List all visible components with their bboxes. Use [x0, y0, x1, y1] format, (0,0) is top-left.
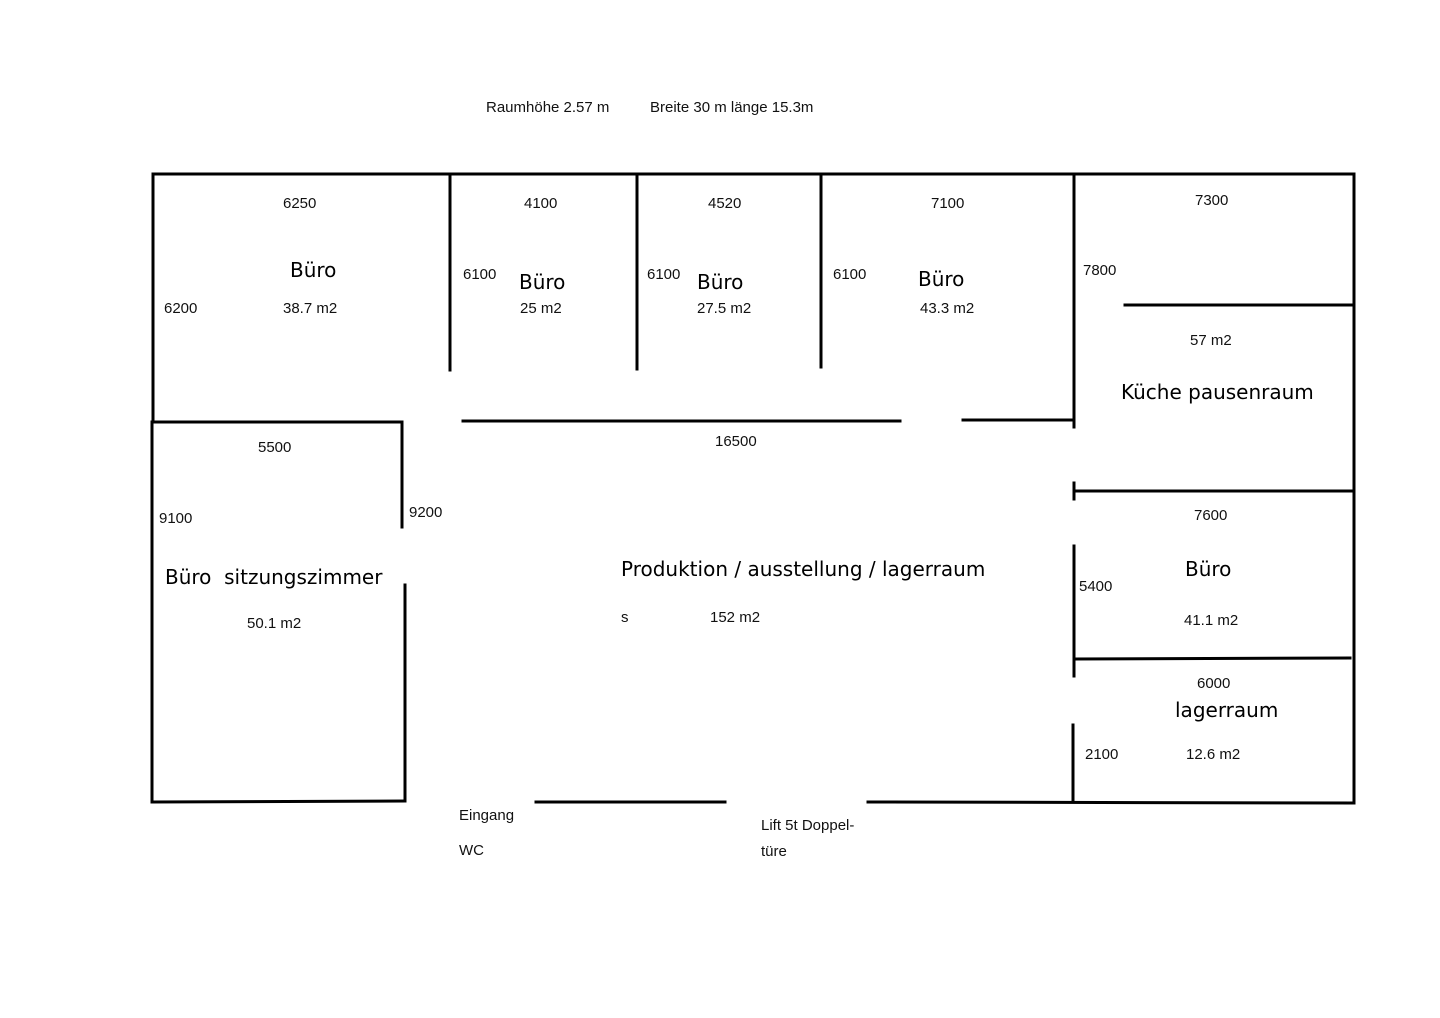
room-area-label: 50.1 m2 [247, 615, 302, 632]
room-production [621, 433, 985, 626]
room-depth-label: 6100 [833, 266, 867, 283]
room-office-3 [647, 195, 751, 317]
room-storage [1085, 675, 1278, 763]
room-name-label: lagerraum [1175, 698, 1279, 722]
building-dimensions-label: Breite 30 m länge 15.3m [650, 99, 814, 116]
room-area-label: 12.6 m2 [1186, 746, 1241, 763]
room-area-label: 43.3 m2 [920, 300, 975, 317]
room-area-label: 152 m2 [710, 609, 761, 626]
office-right-bottom-wall [1074, 658, 1350, 659]
wc-label: WC [459, 842, 484, 859]
room-area-label: 27.5 m2 [697, 300, 752, 317]
room-width-label: 4100 [524, 195, 558, 212]
room-name-label: Büro [519, 270, 566, 294]
outer-wall-bottom-right [868, 802, 1354, 803]
room-conference [159, 439, 442, 632]
room-office-4 [833, 195, 974, 317]
lift-label-line1: Lift 5t Doppel- [761, 817, 855, 834]
room-name-label: Küche pausenraum [1121, 380, 1314, 404]
room-depth-label: 5400 [1079, 578, 1113, 595]
room-office-1 [164, 195, 337, 317]
room-area-label: 41.1 m2 [1184, 612, 1239, 629]
room-width-label: 6000 [1197, 675, 1231, 692]
conference-room-bottom [152, 801, 405, 802]
room-depth-label: 7800 [1083, 262, 1117, 279]
room-name-label: Büro [1185, 557, 1232, 581]
room-area-label: 25 m2 [520, 300, 562, 317]
room-depth-label: 6100 [647, 266, 681, 283]
room-marker-label: s [621, 609, 629, 626]
room-area-label: 38.7 m2 [283, 300, 338, 317]
room-name-label: Produktion / ausstellung / lagerraum [621, 557, 986, 581]
room-office-2 [463, 195, 565, 317]
openings [459, 807, 854, 860]
room-width-label: 7600 [1194, 507, 1228, 524]
room-width-label: 4520 [708, 195, 742, 212]
room-name-label: Büro [918, 267, 965, 291]
room-width-label: 5500 [258, 439, 292, 456]
room-name-label: Büro sitzungszimmer [165, 565, 383, 589]
room-depth-label: 2100 [1085, 746, 1119, 763]
room-office-5 [1079, 507, 1238, 629]
room-name-label: Büro [290, 258, 337, 282]
room-depth-label: 9100 [159, 510, 193, 527]
room-width-label: 6250 [283, 195, 317, 212]
room-depth-label-2: 9200 [409, 504, 443, 521]
room-width-label: 7100 [931, 195, 965, 212]
entrance-label: Eingang [459, 807, 515, 824]
room-width-label: 16500 [715, 433, 757, 450]
room-width-label: 7300 [1195, 192, 1229, 209]
room-depth-label: 6100 [463, 266, 497, 283]
room-name-label: Büro [697, 270, 744, 294]
room-kitchen [1083, 192, 1314, 404]
lift-label-line2: türe [761, 843, 787, 860]
room-area-label: 57 m2 [1190, 332, 1232, 349]
room-depth-label: 6200 [164, 300, 198, 317]
room-height-label: Raumhöhe 2.57 m [486, 99, 610, 116]
